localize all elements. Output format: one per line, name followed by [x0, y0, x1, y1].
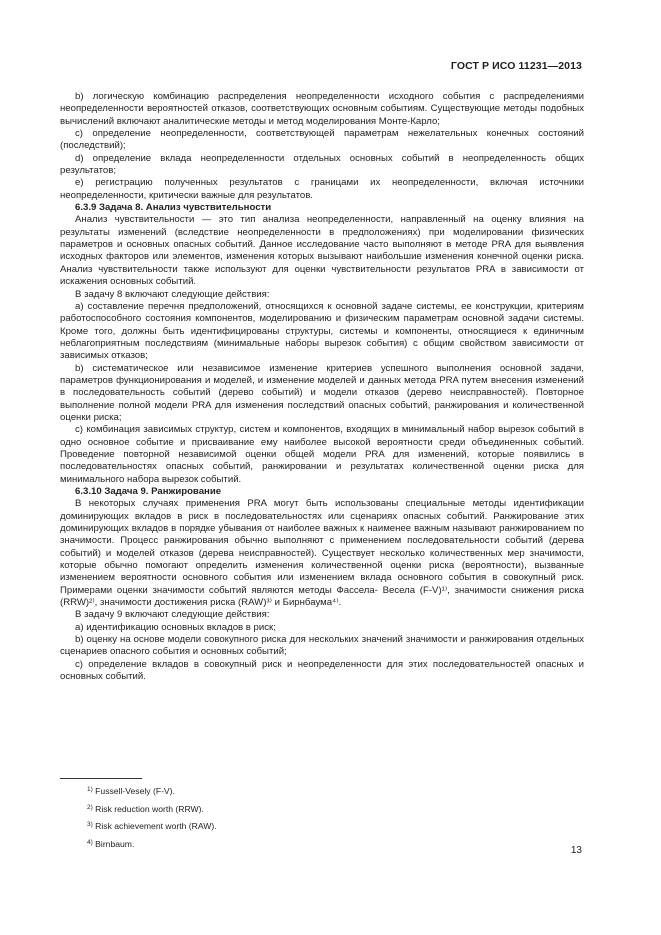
paragraph: В задачу 9 включают следующие действия: [75, 609, 270, 621]
paragraph: В задачу 8 включают следующие действия: [75, 288, 270, 300]
footnote-number: 4) [87, 838, 93, 846]
paragraph: b) систематическое или независимое изменение критериев успешного выполнения основной задачи, параметров функционирования и моделей, и изменение моделей и данных метода PRA путем внесения изменений в последовательность событий (дерево событий) и модели отказов (дерево неисправностей). Повторное выполнение полной модели PRA для изменения последствий опасных событий, ранжирования и количественной оценки риска; [60, 362, 584, 423]
paragraph: e) регистрацию полученных результатов с границами их неопределенности, включая источники неопределенности, критически важные для результатов. [60, 177, 584, 201]
footnote-text: Risk achievement worth (RAW). [95, 821, 217, 832]
standard-header: ГОСТ Р ИСО 11231—2013 [450, 60, 582, 72]
footnote-separator [60, 778, 142, 779]
footnote [87, 782, 217, 800]
footnote-number: 3) [87, 821, 93, 829]
paragraph: Анализ чувствительности — это тип анализа неопределенности, направленный на оценку влияния на результаты изменений (вследствие неопределенности в предположениях) при моделировании физических параметров и основных опасных событий. Данное исследование часто выполняют в методе PRA для выявления исходных факторов или элементов, изменения которых вызывают наибольшие изменения конечной оценки риска. Анализ чувствительности также используют для оценки чувствительности результатов PRA в зависимости от искажения основных событий. [60, 214, 584, 288]
paragraph: c) комбинация зависимых структур, систем и компонентов, входящих в минимальный набор вырезок событий в одно основное событие и присваивание ему наиболее высокой вероятности среди объединенных событий. Проведение повторной независимой оценки общей модели PRA для изменений, которые появились в последовательностях опасных событий, ранжировании и результатах количественной оценки риска для минимального набора вырезок событий. [60, 424, 584, 485]
footnote-number: 1) [87, 786, 93, 793]
document-body [60, 91, 584, 684]
section-heading-6-3-10: 6.3.10 Задача 9. Ранжирование [75, 486, 222, 497]
page-number: 13 [570, 845, 582, 856]
footnote-text: Risk reduction worth (RRW). [95, 803, 204, 814]
paragraph: c) определение вкладов в совокупный риск и неопределенности для этих последовательностей опасных и основных событий. [60, 658, 584, 683]
paragraph: b) оценку на основе модели совокупного риска для нескольких значений значимости и ранжирования отдельных сценариев опасного события и основных событий; [60, 634, 584, 658]
footnote [87, 835, 217, 853]
footnote-text: Birnbaum. [95, 838, 135, 849]
footnotes [87, 782, 217, 852]
paragraph: b) логическую комбинацию распределения неопределенности исходного события с распределениями неопределенности вероятностей отказов, соответствующих основным событиям. Существующие методы подобных вычислений включают аналитические методы и метод моделирования Монте-Карло; [60, 91, 584, 127]
footnote-text: Fussell-Vesely (F-V). [95, 786, 175, 796]
section-heading-6-3-9: 6.3.9 Задача 8. Анализ чувствительности [75, 202, 272, 214]
paragraph: В некоторых случаях применения PRA могут быть использованы специальные методы идентификации доминирующих вкладов в риск в последовательностях или сценариях опасных событий. Ранжирование этих доминирующих вкладов в порядке убывания от наиболее важных к наименее важным называют ранжированием по значимости. Процесс ранжирования обычно выполняют с применением последовательности событий (дерева событий) и моделей отказов (дерева неисправностей). Существует несколько количественных мер значимости, которые обычно помогают определить изменения количественной оценки риска (вероятности), вызванные изменением вероятности основного события или изменением вклада основного события в совокупный риск. Примерами оценки значимости событий являются методы Фассела- Весела (F-V)¹⁾, значимости снижения риска (RRW)²⁾, значимости достижения риска (RAW)³⁾ и Бирнбаума⁴⁾. [60, 498, 584, 609]
footnote [87, 800, 217, 818]
footnote [87, 817, 217, 835]
paragraph: d) определение вклада неопределенности отдельных основных событий в неопределенность общих результатов; [60, 152, 584, 177]
paragraph: a) идентификацию основных вкладов в риск; [75, 621, 276, 633]
footnote-number: 2) [87, 803, 93, 811]
paragraph: c) определение неопределенности, соответствующей параметрам нежелательных конечных состояний (последствий); [60, 128, 584, 152]
paragraph: a) составление перечня предположений, относящихся к основной задаче системы, ее конструкции, критериям работоспособного состояния компонентов, моделированию и физическим параметрам основной задачи системы. Кроме того, должны быть идентифицированы структуры, системы и компоненты, относящиеся к единичным неблагоприятным последствиям (минимальные наборы вырезок события) с общим свойством зависимости от зависимых отказов; [60, 300, 584, 362]
